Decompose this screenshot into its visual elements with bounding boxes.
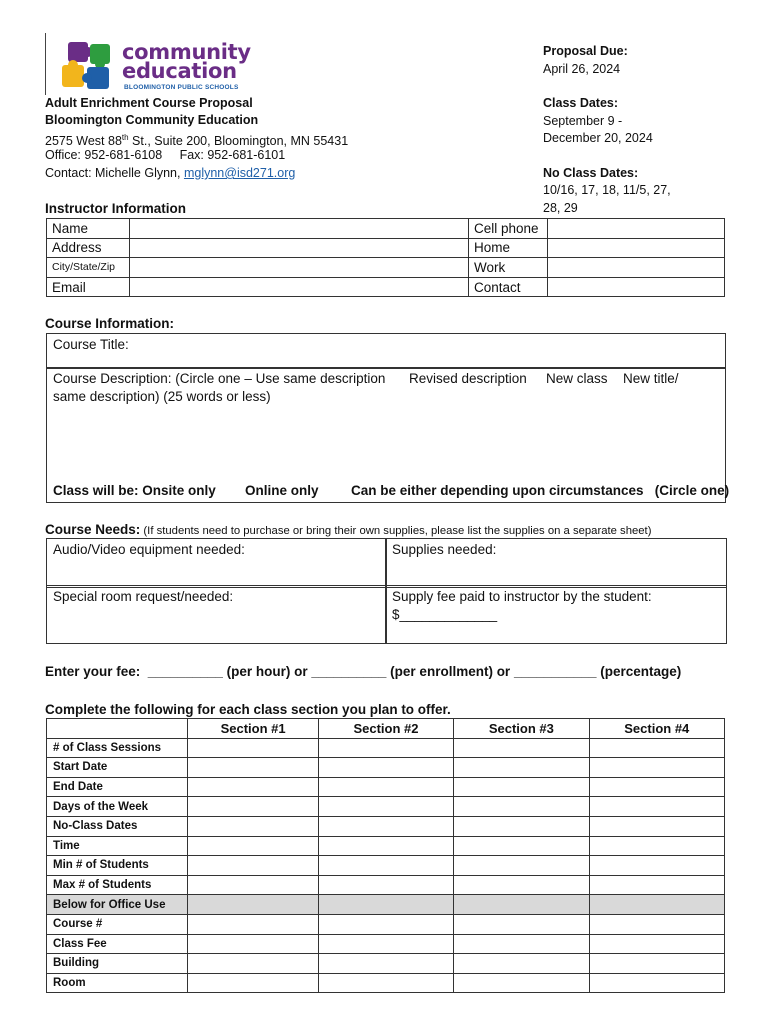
row-label: Min # of Students [47, 856, 188, 876]
contact-line: Contact: Michelle Glynn, mglynn@isd271.org [45, 166, 296, 180]
org-name: Bloomington Community Education [45, 113, 259, 127]
row-label: Address [47, 238, 130, 258]
course-needs-heading [45, 521, 651, 539]
table-row [47, 954, 725, 974]
row-label: Class Fee [47, 934, 188, 954]
cell-phone-input[interactable] [548, 219, 725, 239]
table-cell[interactable] [188, 797, 318, 817]
right-info [543, 43, 671, 217]
city-state-zip-input[interactable] [130, 258, 469, 278]
table-cell[interactable] [318, 954, 453, 974]
table-cell[interactable] [318, 875, 453, 895]
table-cell[interactable] [188, 914, 318, 934]
section-header: Section #2 [318, 719, 453, 739]
table-row [47, 973, 725, 993]
table-cell[interactable] [454, 816, 589, 836]
address-input[interactable] [130, 238, 469, 258]
table-cell[interactable] [188, 816, 318, 836]
table-cell[interactable] [188, 954, 318, 974]
option-new-title[interactable]: New title/ [623, 371, 679, 386]
table-cell[interactable] [318, 777, 453, 797]
class-dates-label: Class Dates: [543, 96, 619, 110]
supplies-label: Supplies needed: [392, 542, 497, 557]
row-label: Start Date [47, 758, 188, 778]
row-label: Contact [469, 277, 548, 297]
table-cell[interactable] [589, 875, 724, 895]
row-label: City/State/Zip [47, 258, 130, 278]
sections-heading: Complete the following for each class section you plan to offer. [45, 702, 451, 717]
contact-email-link[interactable]: mglynn@isd271.org [183, 166, 296, 180]
proposal-due-value: April 26, 2024 [543, 61, 621, 76]
table-cell[interactable] [318, 856, 453, 876]
supplies-box[interactable] [385, 538, 727, 588]
table-cell [318, 895, 453, 915]
av-equipment-box[interactable] [46, 538, 387, 588]
table-cell[interactable] [188, 875, 318, 895]
table-cell[interactable] [318, 816, 453, 836]
table-cell[interactable] [589, 973, 724, 993]
table-cell[interactable] [454, 856, 589, 876]
table-cell[interactable] [454, 934, 589, 954]
course-info-heading: Course Information: [45, 316, 175, 331]
table-cell[interactable] [318, 914, 453, 934]
table-cell[interactable] [589, 856, 724, 876]
table-row [47, 758, 725, 778]
email-input[interactable] [130, 277, 469, 297]
table-cell[interactable] [188, 758, 318, 778]
table-row [47, 934, 725, 954]
table-cell[interactable] [318, 797, 453, 817]
table-cell[interactable] [589, 777, 724, 797]
table-cell[interactable] [188, 973, 318, 993]
table-cell[interactable] [589, 836, 724, 856]
table-row [47, 797, 725, 817]
row-label: No-Class Dates [47, 816, 188, 836]
table-cell[interactable] [318, 738, 453, 758]
course-title-box[interactable] [46, 333, 726, 369]
supply-fee-box[interactable] [385, 585, 727, 644]
table-cell[interactable] [589, 934, 724, 954]
table-row [47, 875, 725, 895]
table-cell[interactable] [454, 973, 589, 993]
table-cell[interactable] [454, 875, 589, 895]
row-label: # of Class Sessions [47, 738, 188, 758]
no-class-dates-line2: 28, 29 [543, 200, 578, 215]
row-label: Work [469, 258, 548, 278]
sections-table [46, 718, 725, 993]
table-row [47, 816, 725, 836]
course-description-box[interactable] [46, 367, 730, 503]
row-label: Below for Office Use [47, 895, 188, 915]
supply-fee-label: Supply fee paid to instructor by the student: [392, 589, 652, 604]
corner-cell [47, 719, 188, 739]
option-either[interactable]: Can be either depending upon circumstances (Circle one) [351, 483, 730, 498]
row-label: Room [47, 973, 188, 993]
table-cell[interactable] [318, 758, 453, 778]
table-cell[interactable] [454, 797, 589, 817]
table-cell [589, 895, 724, 915]
work-phone-input[interactable] [548, 258, 725, 278]
office-fax: Office: 952-681-6108 Fax: 952-681-6101 [45, 148, 286, 162]
table-cell[interactable] [318, 836, 453, 856]
section-header: Section #1 [188, 719, 318, 739]
table-cell[interactable] [188, 777, 318, 797]
table-cell [454, 895, 589, 915]
table-cell[interactable] [188, 836, 318, 856]
class-dates-end: December 20, 2024 [543, 131, 653, 145]
name-input[interactable] [130, 219, 469, 239]
no-class-dates-line1: 10/16, 17, 18, 11/5, 27, [543, 183, 671, 197]
table-cell[interactable] [188, 856, 318, 876]
row-label: Home [469, 238, 548, 258]
table-cell[interactable] [454, 836, 589, 856]
table-row [47, 777, 725, 797]
instructor-row [47, 277, 725, 297]
supply-fee-blank[interactable]: $_____________ [392, 607, 498, 622]
option-new-class[interactable]: New class [546, 371, 608, 386]
office-use-row [47, 895, 725, 915]
instructor-row [47, 219, 725, 239]
description-instructions: same description) (25 words or less) [53, 389, 271, 404]
logo-divider [45, 33, 46, 95]
contact-input[interactable] [548, 277, 725, 297]
table-cell[interactable] [589, 914, 724, 934]
puzzle-icon [54, 38, 124, 98]
course-description-label: Course Description: (Circle one – Use same description [53, 371, 386, 386]
logo-word-education: education [122, 59, 237, 83]
course-needs-title: Course Needs: [45, 522, 141, 537]
special-room-box[interactable] [46, 585, 387, 644]
class-dates-start: September 9 - [543, 113, 623, 128]
table-cell[interactable] [589, 954, 724, 974]
org-address: 2575 West 88th St., Suite 200, Bloomington, MN 55431 [45, 133, 349, 149]
table-row [47, 914, 725, 934]
table-cell[interactable] [188, 738, 318, 758]
course-needs-note: (If students need to purchase or bring their own supplies, please list the supplies on a separate sheet) [140, 525, 652, 537]
logo-word-community: community [122, 40, 251, 64]
sections-header-row [47, 719, 725, 739]
table-cell[interactable] [454, 738, 589, 758]
row-label: End Date [47, 777, 188, 797]
no-class-dates-label: No Class Dates: [543, 165, 639, 180]
row-label: Name [47, 219, 130, 239]
table-cell[interactable] [318, 973, 453, 993]
proposal-due-label: Proposal Due: [543, 44, 628, 58]
option-online-only[interactable]: Online only [245, 483, 319, 498]
av-equipment-label: Audio/Video equipment needed: [53, 542, 245, 557]
table-cell[interactable] [454, 914, 589, 934]
community-education-logo [54, 38, 254, 98]
table-cell[interactable] [188, 934, 318, 954]
table-cell [188, 895, 318, 915]
table-row [47, 856, 725, 876]
logo-subtitle: BLOOMINGTON PUBLIC SCHOOLS [124, 84, 239, 91]
table-cell[interactable] [318, 934, 453, 954]
row-label: Cell phone [469, 219, 548, 239]
instructor-row [47, 238, 725, 258]
row-label: Max # of Students [47, 875, 188, 895]
table-cell[interactable] [589, 797, 724, 817]
section-header: Section #4 [589, 719, 724, 739]
instructor-heading: Instructor Information [45, 201, 186, 216]
table-row [47, 738, 725, 758]
form-title: Adult Enrichment Course Proposal [45, 96, 253, 110]
table-cell[interactable] [454, 777, 589, 797]
table-cell[interactable] [589, 816, 724, 836]
instructor-table [46, 218, 725, 297]
section-header: Section #3 [454, 719, 589, 739]
row-label: Email [47, 277, 130, 297]
table-cell[interactable] [589, 738, 724, 758]
special-room-label: Special room request/needed: [53, 589, 234, 604]
row-label: Days of the Week [47, 797, 188, 817]
table-row [47, 836, 725, 856]
table-cell[interactable] [454, 954, 589, 974]
table-cell[interactable] [454, 758, 589, 778]
table-cell[interactable] [589, 758, 724, 778]
row-label: Time [47, 836, 188, 856]
row-label: Course # [47, 914, 188, 934]
option-revised-description[interactable]: Revised description [409, 371, 527, 386]
enter-fee-line[interactable]: Enter your fee: __________ (per hour) or __________ (per enrollment) or ___________ (percentage) [45, 664, 682, 679]
course-title-label: Course Title: [53, 337, 129, 352]
option-onsite-only[interactable]: Class will be: Onsite only [53, 483, 216, 498]
instructor-row [47, 258, 725, 278]
home-phone-input[interactable] [548, 238, 725, 258]
row-label: Building [47, 954, 188, 974]
